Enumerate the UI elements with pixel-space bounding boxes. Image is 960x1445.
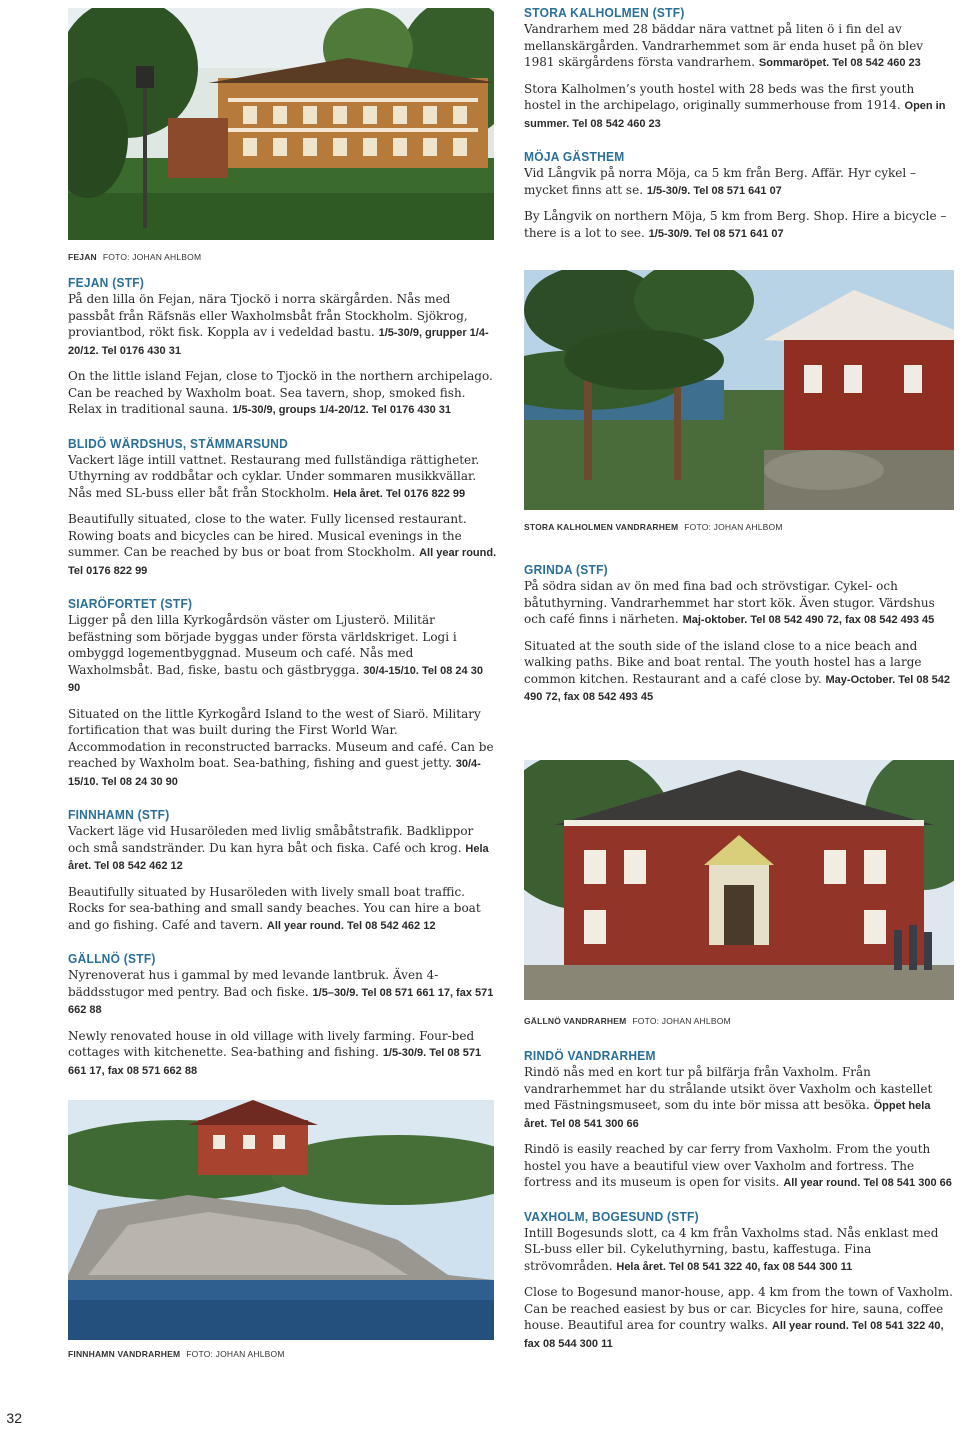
entry-rindo-vandrarhem [524, 1048, 954, 1192]
photo-caption-fejan [68, 252, 201, 262]
entry-sv-text: Nyrenoverat hus i gammal by med levande lantbruk. Även 4-bäddsstugor med pentry. Bad och fiske. [68, 968, 439, 999]
entry-grinda [524, 562, 954, 706]
entry-blido [68, 436, 498, 580]
entry-sv [68, 612, 498, 697]
caption-name: FINNHAMN VANDRARHEM [68, 1349, 181, 1359]
entry-en-info: May-October. Tel 08 542 490 72, fax 08 542 493 45 [524, 673, 951, 703]
entry-sv-text: Rindö nås med en kort tur på bilfärja från Vaxholm. Från vandrarhemmet har du strålande utsikt över Vaxholm och kastellet med Fästningsmuseet, som du inte bör missa att besöka. [524, 1065, 933, 1112]
entry-siarofortet [68, 596, 498, 790]
entry-en-text: Situated on the little Kyrkogård Island to the west of Siarö. Military fortification that was built during the First World War. Accommodation in reconstructed barracks. Museum and café. Can be reached by Waxholm boat. Sea-bathing, fishing and guest jetty. [68, 706, 494, 770]
entry-sv-text: Vandrarhem med 28 bäddar nära vattnet på liten ö i fin del av mellanskärgården. Vandrarhemmet som är enda huset på ön blev 1981 skärgårdens första vandrarhem. [524, 22, 924, 69]
caption-credit: FOTO: JOHAN AHLBOM [102, 252, 202, 262]
entry-en [524, 1284, 954, 1352]
entry-finnhamn [68, 807, 498, 934]
entry-title: RINDÖ VANDRARHEM [524, 1048, 656, 1063]
entry-moja-gasthem [524, 149, 954, 242]
entry-en [68, 706, 498, 791]
entry-sv [524, 21, 954, 72]
entry-sv [524, 1064, 954, 1132]
entry-gallno [68, 951, 498, 1079]
caption-name: GÄLLNÖ VANDRARHEM [524, 1016, 627, 1026]
photo-caption-kalholmen [524, 522, 783, 532]
entry-title: FINNHAMN (STF) [68, 807, 170, 822]
entry-sv [68, 452, 498, 503]
entry-en-info: All year round. Tel 08 541 322 40, fax 08 544 300 11 [524, 1320, 944, 1350]
entry-sv [68, 967, 498, 1019]
entry-en-text: By Långvik on northern Möja, 5 km from Berg. Shop. Hire a bicycle – there is a lot to see. [524, 209, 947, 240]
entry-title: SIARÖFORTET (STF) [68, 596, 193, 611]
entry-en [524, 638, 954, 706]
caption-credit: FOTO: JOHAN AHLBOM [632, 1016, 731, 1026]
entry-sv-text: Vid Långvik på norra Möja, ca 5 km från Berg. Affär. Hyr cykel – mycket finns att se. [524, 166, 917, 197]
entry-title: MÖJA GÄSTHEM [524, 149, 625, 164]
entry-sv-text: På den lilla ön Fejan, nära Tjockö i norra skärgården. Nås med passbåt från Räfsnäs eller Waxholmsbåt från Stockholm. Sjökrog, proviantbod, rökt fisk. Koppla av i vedeldad bastu. [68, 292, 468, 339]
entry-sv-info: Hela året. Tel 08 541 322 40, fax 08 544 300 11 [616, 1260, 853, 1273]
entry-title: GRINDA (STF) [524, 562, 608, 577]
entry-en-text: Beautifully situated by Husaröleden with lively small boat traffic. Rocks for sea-bathing and small sandy beaches. You can hire a boat and go fishing. Café and tavern. [68, 884, 481, 932]
entry-sv-text: Vackert läge intill vattnet. Restaurang med fullständiga rättigheter. Uthyrning av roddbåtar och cyklar. Under sommaren musikkvällar. Nås med SL-buss eller båt från Stockholm. [68, 452, 480, 500]
entry-title: STORA KALHOLMEN (STF) [524, 5, 685, 20]
entry-en-text: Rindö is easily reached by car ferry from Vaxholm. From the youth hostel you have a beautiful view over Vaxholm and fortress. The fortress and its museum is open for visits. [524, 1142, 931, 1189]
photo-fejan [68, 8, 494, 240]
entry-sv-info: 1/5-30/9, grupper 1/4-20/12. Tel 0176 430 31 [68, 327, 489, 357]
entry-en [68, 1028, 498, 1080]
right-column-mid [524, 562, 954, 723]
entry-stora-kalholmen [524, 5, 954, 132]
right-column-bottom [524, 1048, 954, 1369]
photo-stora-kalholmen [524, 270, 954, 510]
entry-sv [68, 291, 498, 359]
entry-en-info: All year round. Tel 0176 822 99 [68, 547, 497, 577]
entry-en-info: 1/5-30/9, groups 1/4-20/12. Tel 0176 430 31 [232, 404, 452, 416]
entry-sv [524, 578, 954, 629]
entry-en-info: 30/4-15/10. Tel 08 24 30 90 [68, 758, 481, 788]
entry-en-text: Stora Kalholmen’s youth hostel with 28 beds was the first youth hostel in the archipelago, originally summerhouse from 1914. [524, 81, 915, 112]
photo-caption-finnhamn [68, 1349, 285, 1359]
entry-en [68, 884, 498, 935]
entry-title: GÄLLNÖ (STF) [68, 951, 156, 966]
entry-sv [524, 1225, 954, 1276]
entry-en-info: All year round. Tel 08 541 300 66 [783, 1177, 952, 1189]
entry-en [68, 511, 498, 579]
entry-sv-info: Maj-oktober. Tel 08 542 490 72, fax 08 542 493 45 [682, 614, 935, 626]
photo-gallno [524, 760, 954, 1000]
entry-en-text: Close to Bogesund manor-house, app. 4 km from the town of Vaxholm. Can be reached easiest by bus or car. Bicycles for hire, sauna, coffee house. Beautiful area for country walks. [524, 1285, 953, 1332]
entry-fejan [68, 275, 498, 419]
entry-en [524, 1141, 954, 1192]
caption-credit: FOTO: JOHAN AHLBOM [186, 1349, 285, 1359]
entry-en [524, 208, 954, 242]
entry-en-text: Beautifully situated, close to the water. Fully licensed restaurant. Rowing boats and bicycles can be hired. Musical evenings in the summer. Can be reached by bus or boat from Stockholm. [68, 512, 467, 559]
photo-finnhamn [68, 1100, 494, 1340]
entry-sv-info: 30/4-15/10. Tel 08 24 30 90 [68, 664, 483, 694]
entry-en-text: Situated at the south side of the island close to a nice beach and walking paths. Bike and boat rental. The youth hostel has a large common kitchen. Restaurant and a café close by. [524, 638, 922, 686]
entry-sv-info: 1/5–30/9. Tel 08 571 661 17, fax 571 662 88 [68, 986, 494, 1016]
caption-name: STORA KALHOLMEN VANDRARHEM [524, 522, 679, 532]
caption-credit: FOTO: JOHAN AHLBOM [684, 522, 783, 532]
page-number: 32 [6, 1410, 22, 1426]
entry-sv-info: Hela året. Tel 08 542 462 12 [68, 842, 489, 872]
entry-sv [68, 823, 498, 875]
entry-en [524, 81, 954, 133]
left-column [68, 275, 498, 1096]
entry-en-info: 1/5-30/9. Tel 08 571 641 07 [648, 227, 784, 240]
entry-sv-info: Hela året. Tel 0176 822 99 [333, 487, 466, 500]
entry-en-info: Open in summer. Tel 08 542 460 23 [524, 100, 946, 130]
entry-title: VAXHOLM, BOGESUND (STF) [524, 1208, 699, 1224]
entry-sv-text: Vackert läge vid Husaröleden med livlig småbåtstrafik. Badklippor och små sandstränder. Du kan hyra båt och fiska. Café och krog. [68, 824, 474, 855]
entry-en-text: Newly renovated house in old village with lively farming. Four-bed cottages with kitchenette. Sea-bathing and fishing. [68, 1028, 475, 1059]
entry-en [68, 368, 498, 419]
caption-name: FEJAN [68, 252, 97, 262]
entry-en-info: 1/5-30/9. Tel 08 571 661 17, fax 08 571 662 88 [68, 1047, 482, 1077]
photo-caption-gallno [524, 1016, 731, 1026]
entry-sv-text: Intill Bogesunds slott, ca 4 km från Vaxholms stad. Nås enklast med SL-buss eller bil. Cykeluthyrning, bastu, kaffestuga. Fina strövområden. [524, 1225, 939, 1273]
entry-sv-text: På södra sidan av ön med fina bad och strövstigar. Cykel- och båtuthyrning. Vandrarhemmet har stort kök. Även stugor. Värdshus och café finns i närheten. [524, 579, 935, 626]
entry-title: BLIDÖ WÄRDSHUS, STÄMMARSUND [68, 435, 289, 451]
entry-title: FEJAN (STF) [68, 275, 145, 290]
entry-en-text: On the little island Fejan, close to Tjockö in the northern archipelago. Can be reached by Waxholm boat. Sea tavern, shop, smoked fish. Relax in traditional sauna. [68, 369, 493, 416]
entry-sv-info: Öppet hela året. Tel 08 541 300 66 [524, 1100, 931, 1130]
entry-en-info: All year round. Tel 08 542 462 12 [266, 919, 436, 932]
entry-sv-info: Sommaröpet. Tel 08 542 460 23 [758, 57, 921, 69]
entry-sv [524, 165, 954, 199]
entry-sv-info: 1/5-30/9. Tel 08 571 641 07 [646, 184, 782, 197]
right-column-top [524, 5, 954, 259]
entry-sv-text: Ligger på den lilla Kyrkogårdsön väster om Ljusterö. Militär befästning som började byggas under första världskriget. Logi i ombyggd logementbyggnad. Museum och café. Nås med Waxholmsbåt. Bad, fiske, bastu och gästbrygga. [68, 613, 457, 677]
entry-vaxholm-bogesund [524, 1209, 954, 1353]
